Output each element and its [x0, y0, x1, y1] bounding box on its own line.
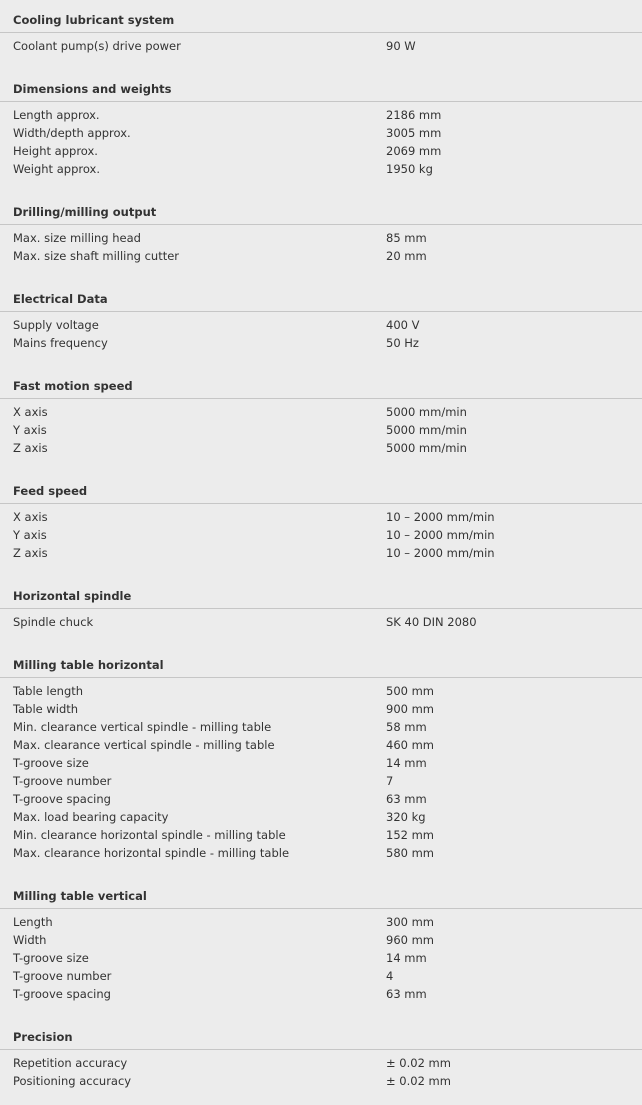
spec-value: 900 mm — [386, 702, 435, 716]
spec-label: Height approx. — [13, 144, 98, 158]
section-title: Electrical Data — [0, 280, 642, 312]
spec-section — [0, 1018, 642, 1105]
spec-label: T-groove number — [13, 969, 112, 983]
section-spacer — [0, 55, 642, 70]
spec-row — [0, 844, 642, 862]
spec-row — [0, 106, 642, 124]
spec-label: Min. clearance horizontal spindle - milling table — [13, 828, 286, 842]
spec-label: Length approx. — [13, 108, 100, 122]
spec-row — [0, 160, 642, 178]
spec-row — [0, 736, 642, 754]
spec-row — [0, 421, 642, 439]
section-spacer — [0, 562, 642, 577]
spec-rows — [0, 678, 642, 862]
section-title: Precision — [0, 1018, 642, 1050]
spec-row — [0, 772, 642, 790]
spec-label: Coolant pump(s) drive power — [13, 39, 181, 53]
spec-section — [0, 193, 642, 280]
section-title: Fast motion speed — [0, 367, 642, 399]
section-title: Feed speed — [0, 472, 642, 504]
spec-row — [0, 931, 642, 949]
spec-rows — [0, 1050, 642, 1090]
spec-rows — [0, 102, 642, 178]
spec-value: 152 mm — [386, 828, 435, 842]
spec-value: 85 mm — [386, 231, 427, 245]
spec-label: Max. size shaft milling cutter — [13, 249, 180, 263]
spec-section — [0, 472, 642, 577]
spec-value: 5000 mm/min — [386, 405, 467, 419]
section-spacer — [0, 631, 642, 646]
spec-label: Table length — [13, 684, 84, 698]
spec-label: Z axis — [13, 441, 48, 455]
spec-label: Max. size milling head — [13, 231, 141, 245]
spec-row — [0, 439, 642, 457]
spec-row — [0, 613, 642, 631]
spec-section — [0, 646, 642, 877]
spec-value: 580 mm — [386, 846, 435, 860]
spec-row — [0, 790, 642, 808]
spec-rows — [0, 399, 642, 457]
spec-value: 5000 mm/min — [386, 441, 467, 455]
section-spacer — [0, 457, 642, 472]
section-spacer — [0, 178, 642, 193]
section-spacer — [0, 1003, 642, 1018]
spec-row — [0, 526, 642, 544]
spec-label: T-groove size — [13, 951, 89, 965]
spec-row — [0, 403, 642, 421]
spec-label: Y axis — [13, 528, 47, 542]
section-title: Milling table vertical — [0, 877, 642, 909]
section-spacer — [0, 352, 642, 367]
spec-row — [0, 37, 642, 55]
spec-label: T-groove size — [13, 756, 89, 770]
section-spacer — [0, 265, 642, 280]
spec-value: 90 W — [386, 39, 416, 53]
spec-label: Supply voltage — [13, 318, 99, 332]
spec-label: Mains frequency — [13, 336, 108, 350]
spec-row — [0, 142, 642, 160]
spec-row — [0, 700, 642, 718]
spec-label: Z axis — [13, 546, 48, 560]
spec-section — [0, 877, 642, 1018]
spec-label: T-groove spacing — [13, 792, 111, 806]
spec-value: 14 mm — [386, 951, 427, 965]
spec-label: Y axis — [13, 423, 47, 437]
spec-value: 460 mm — [386, 738, 435, 752]
spec-rows — [0, 33, 642, 55]
spec-value: 7 — [386, 774, 394, 788]
spec-value: 1950 kg — [386, 162, 433, 176]
spec-value: 500 mm — [386, 684, 435, 698]
spec-value: 20 mm — [386, 249, 427, 263]
spec-section — [0, 280, 642, 367]
spec-value: 50 Hz — [386, 336, 419, 350]
spec-value: ± 0.02 mm — [386, 1074, 451, 1088]
spec-label: Table width — [13, 702, 79, 716]
section-spacer — [0, 862, 642, 877]
spec-section — [0, 367, 642, 472]
spec-label: Width/depth approx. — [13, 126, 131, 140]
spec-section — [0, 70, 642, 193]
spec-row — [0, 985, 642, 1003]
section-title: Milling table horizontal — [0, 646, 642, 678]
section-title: Horizontal spindle — [0, 577, 642, 609]
spec-label: Repetition accuracy — [13, 1056, 128, 1070]
spec-row — [0, 1054, 642, 1072]
spec-label: Spindle chuck — [13, 615, 94, 629]
spec-rows — [0, 312, 642, 352]
spec-row — [0, 967, 642, 985]
spec-label: T-groove number — [13, 774, 112, 788]
spec-label: Min. clearance vertical spindle - milling table — [13, 720, 272, 734]
spec-value: SK 40 DIN 2080 — [386, 615, 477, 629]
spec-row — [0, 247, 642, 265]
spec-value: 14 mm — [386, 756, 427, 770]
spec-value: 2069 mm — [386, 144, 442, 158]
spec-row — [0, 544, 642, 562]
spec-row — [0, 334, 642, 352]
spec-rows — [0, 909, 642, 1003]
spec-rows — [0, 609, 642, 631]
spec-rows — [0, 504, 642, 562]
spec-value: 4 — [386, 969, 394, 983]
spec-row — [0, 316, 642, 334]
spec-value: 960 mm — [386, 933, 435, 947]
spec-value: 400 V — [386, 318, 420, 332]
spec-row — [0, 508, 642, 526]
spec-value: 320 kg — [386, 810, 426, 824]
spec-label: Positioning accuracy — [13, 1074, 132, 1088]
spec-row — [0, 124, 642, 142]
spec-label: X axis — [13, 405, 48, 419]
spec-row — [0, 682, 642, 700]
section-title: Dimensions and weights — [0, 70, 642, 102]
spec-row — [0, 826, 642, 844]
spec-label: Max. clearance horizontal spindle - milling table — [13, 846, 290, 860]
spec-row — [0, 229, 642, 247]
spec-value: 300 mm — [386, 915, 435, 929]
spec-value: 10 – 2000 mm/min — [386, 510, 495, 524]
spec-label: X axis — [13, 510, 48, 524]
spec-value: 3005 mm — [386, 126, 442, 140]
spec-section — [0, 577, 642, 646]
spec-row — [0, 1072, 642, 1090]
spec-label: Max. load bearing capacity — [13, 810, 169, 824]
spec-value: ± 0.02 mm — [386, 1056, 451, 1070]
spec-value: 10 – 2000 mm/min — [386, 528, 495, 542]
spec-section — [0, 1, 642, 70]
spec-row — [0, 808, 642, 826]
spec-value: 10 – 2000 mm/min — [386, 546, 495, 560]
spec-value: 2186 mm — [386, 108, 442, 122]
section-title: Drilling/milling output — [0, 193, 642, 225]
spec-row — [0, 754, 642, 772]
spec-label: Width — [13, 933, 47, 947]
section-title: Cooling lubricant system — [0, 1, 642, 33]
section-spacer — [0, 1090, 642, 1105]
spec-value: 58 mm — [386, 720, 427, 734]
spec-row — [0, 913, 642, 931]
spec-label: T-groove spacing — [13, 987, 111, 1001]
spec-label: Weight approx. — [13, 162, 100, 176]
spec-row — [0, 718, 642, 736]
spec-rows — [0, 225, 642, 265]
spec-row — [0, 949, 642, 967]
spec-label: Max. clearance vertical spindle - milling table — [13, 738, 275, 752]
spec-value: 63 mm — [386, 987, 427, 1001]
spec-value: 5000 mm/min — [386, 423, 467, 437]
spec-label: Length — [13, 915, 53, 929]
spec-value: 63 mm — [386, 792, 427, 806]
